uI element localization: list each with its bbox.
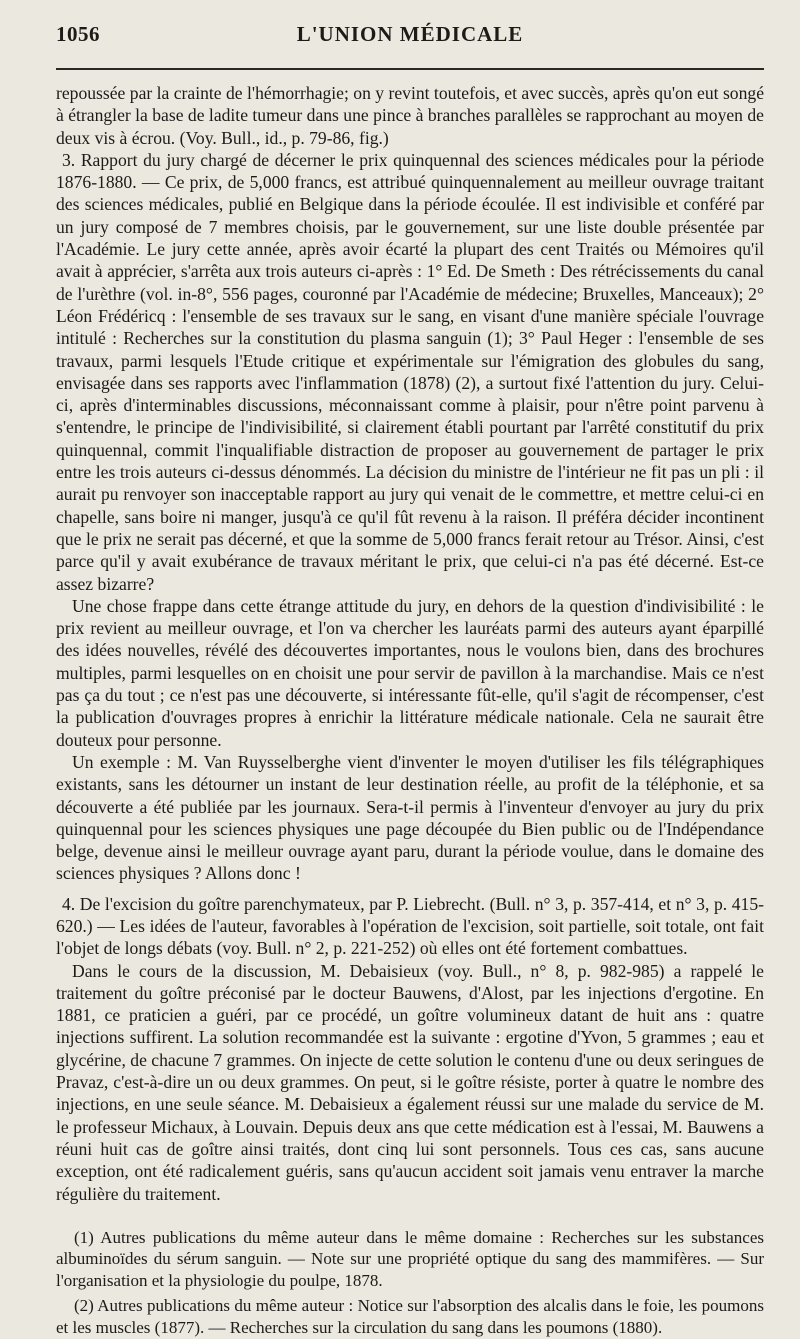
running-title: L'UNION MÉDICALE [296,22,524,46]
footnote-1: (1) Autres publications du même auteur dans le même domaine : Recherches sur les substances albuminoïdes du sérum sanguin. — Note sur une propriété optique du sang des mammifères. — Sur l'organisation et la physiologie du poulpe, 1878. [56,1227,764,1290]
paragraph: Un exemple : M. Van Ruysselberghe vient d'inventer le moyen d'utiliser les fils télégraphiques existants, sans les détourner un instant de leur destination réelle, au profit de la téléphonie, et sa découverte a été publiée par les journaux. Sera-t-il permis à l'inventeur d'envoyer au jury du prix quinquennal pour les sciences physiques une page découpée du Bien public ou de l'Indépendance belge, devenue ainsi le meilleur ouvrage ayant paru, durant la période voulue, dans le domaine des sciences physiques ? Allons donc ! [56,751,764,884]
footnotes [56,1227,764,1339]
header-rule [56,68,764,70]
paragraph: Dans le cours de la discussion, M. Debaisieux (voy. Bull., n° 8, p. 982-985) a rappelé le traitement du goître préconisé par le docteur Bauwens, d'Alost, par les injections d'ergotine. En 1881, ce praticien a guéri, par ce procédé, un goître volumineux datant de huit ans : quatre injections suffirent. La solution recommandée est la suivante : ergotine d'Yvon, 5 grammes ; eau et glycérine, de chacune 7 grammes. On injecte de cette solution le contenu d'une ou deux seringues de Pravaz, c'est-à-dire un ou deux grammes. On peut, si le goître résiste, porter à quatre le nombre des injections, en une seule séance. M. Debaisieux a également réussi sur une malade du service de M. le professeur Michaux, à Louvain. Depuis deux ans que cette médication est à l'essai, M. Bauwens a réuni huit cas de goître ainsi traités, dont cinq lui sont personnels. Tous ces cas, sans aucune exception, ont été radicalement guéris, sans qu'aucun accident soit jamais venu entraver la marche régulière du traitement. [56,960,764,1204]
paragraph: Une chose frappe dans cette étrange attitude du jury, en dehors de la question d'indivisibilité : le prix revient au meilleur ouvrage, et l'on va chercher les lauréats parmi des auteurs ayant éparpillé des idées nouvelles, révélé des découvertes importantes, nous le voulons bien, dans des brochures multiples, parmi lesquelles on en choisit une pour servir de pavillon à la marchandise. Mais ce n'est pas ça du tout ; ce n'est pas une découverte, si intéressante fût-elle, qu'il s'agit de récompenser, c'est la publication d'ouvrages propres à enrichir la littérature médicale nationale. Cela ne saurait être douteux pour personne. [56,595,764,750]
page-header [56,22,764,58]
footnote-2: (2) Autres publications du même auteur : Notice sur l'absorption des alcalis dans le foie, les poumons et les muscles (1877). — Recherches sur la circulation du sang dans les poumons (1880). [56,1296,764,1337]
paragraph: repoussée par la crainte de l'hémorrhagie; on y revint toutefois, et avec succès, après qu'on eut songé à étrangler la base de ladite tumeur dans une pince à branches parallèles se rapprochant au moyen de deux vis à écrou. (Voy. Bull., id., p. 79-86, fig.) [56,83,764,148]
spacer [56,885,764,893]
paragraph-jury-report: 3. Rapport du jury chargé de décerner le prix quinquennal des sciences médicales pour la période 1876-1880. — Ce prix, de 5,000 francs, est attribué quinquennalement au meilleur ouvrage traitant des sciences médicales, publié en Belgique dans la période écoulée. Il est indivisible et conféré par un jury composé de 7 membres choisis, par le gouvernement, sur une liste double présentée par l'Académie. Le jury cette année, après avoir écarté la plupart des cent Traités ou Mémoires qu'il avait à apprécier, s'arrêta aux trois auteurs ci-après : 1° Ed. De Smeth : Des rétrécissements du canal de l'urèthre (vol. in-8°, 556 pages, couronné par l'Académie de médecine; Bruxelles, Manceaux); 2° Léon Frédéricq : l'ensemble de ses travaux sur le sang, en visant d'une manière spéciale l'ouvrage intitulé : Recherches sur la constitution du plasma sanguin (1); 3° Paul Heger : l'ensemble de ses travaux, parmi lesquels l'Etude critique et expérimentale sur l'émigration des globules du sang, envisagée dans ses rapports avec l'inflammation (1878) (2), a surtout fixé l'attention du jury. Celui-ci, après d'interminables discussions, méconnaissant comme à plaisir, pour n'être point parvenu à s'entendre, le principe de l'indivisibilité, si clairement établi pourtant par l'arrêté constitutif du prix quinquennal, commit l'inqualifiable distraction de proposer au gouvernement de partager le prix entre les trois auteurs ci-dessus dénommés. La décision du ministre de l'intérieur ne fit pas un pli : il aurait pu renvoyer son inacceptable rapport au jury qui venait de le commettre, et mettre celui-ci en chapelle, sans boire ni manger, jusqu'à ce qu'il fût revenu à la raison. Il préféra décider incontinent que le prix ne serait pas décerné, et que la somme de 5,000 francs ferait retour au Trésor. Ainsi, c'est parce qu'il y avait exubérance de travaux méritant le prix, que celui-ci n'a pas été décerné. Est-ce assez bizarre? [56,149,764,594]
body-text [56,82,764,1205]
paragraph-goitre-excision: 4. De l'excision du goître parenchymateux, par P. Liebrecht. (Bull. n° 3, p. 357-414, et n° 3, p. 415-620.) — Les idées de l'auteur, favorables à l'opération de l'excision, soit partielle, soit totale, ont fait l'objet de longs débats (voy. Bull. n° 2, p. 221-252) où elles ont été fortement combattues. [56,893,764,959]
page-number: 1056 [56,22,100,46]
